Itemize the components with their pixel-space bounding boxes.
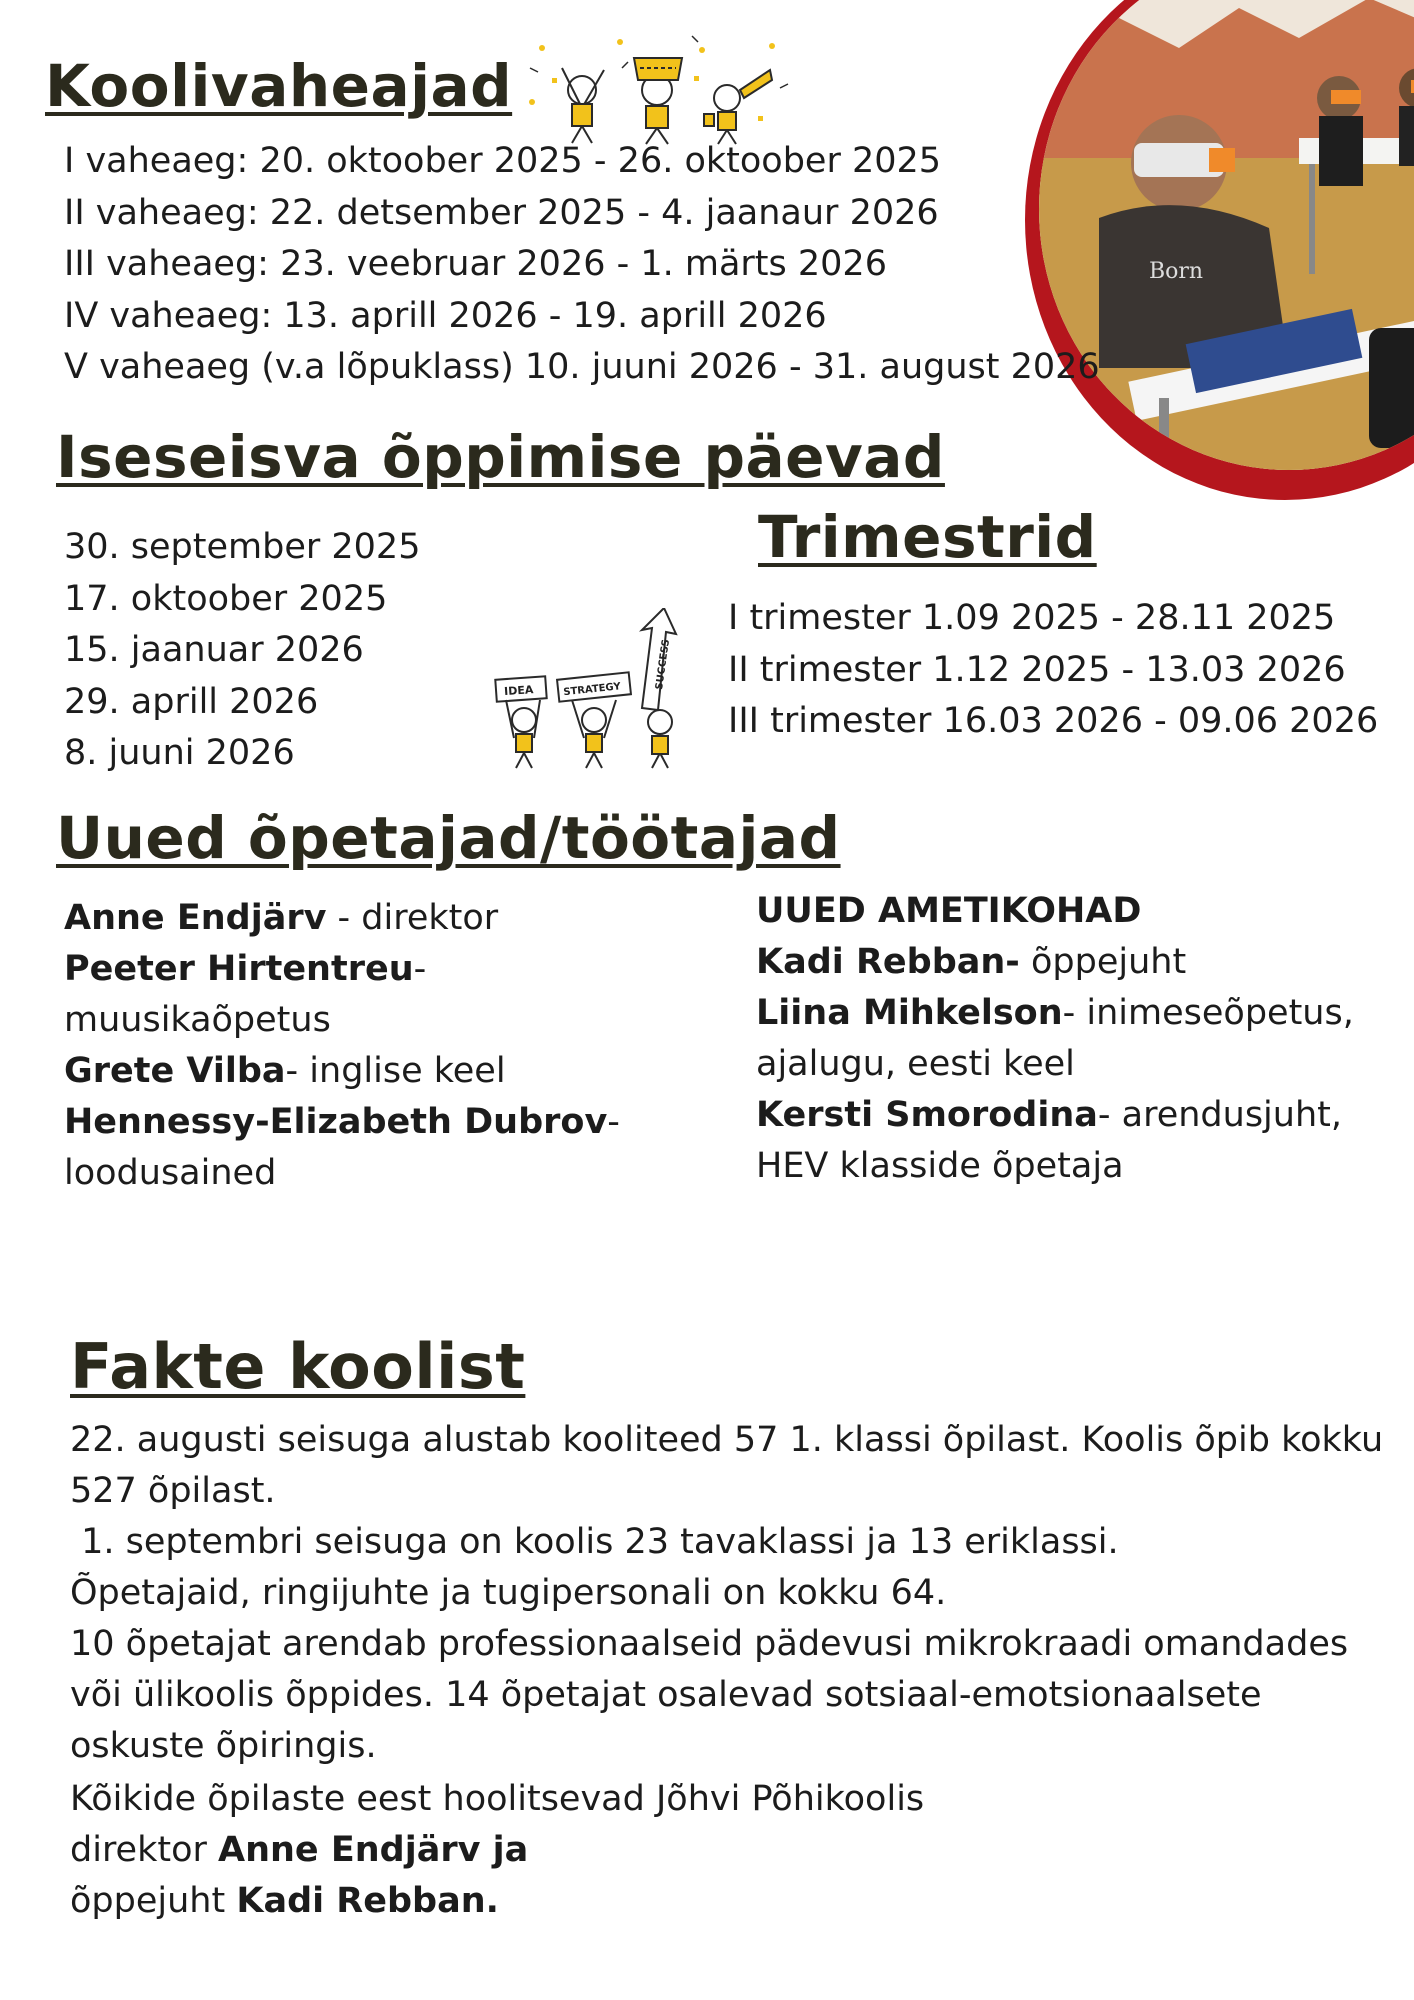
fact-paragraph: Kõikide õpilaste eest hoolitsevad Jõhvi Põhikoolis	[70, 1779, 925, 1819]
idea-strategy-success-doodle	[492, 608, 707, 770]
staff-name: Liina Mihkelson	[756, 993, 1063, 1033]
strategy-sign: STRATEGY	[562, 681, 622, 699]
facts-body	[70, 1415, 1390, 1927]
staff-entry	[756, 1090, 1356, 1192]
svg-text:Born: Born	[1149, 259, 1204, 284]
staff-role: - inglise keel	[285, 1051, 506, 1091]
staff-name: Peeter Hirtentreu	[64, 949, 414, 989]
idea-sign: IDEA	[503, 683, 534, 699]
trimester-line: II trimester 1.12 2025 - 13.03 2026	[728, 649, 1346, 690]
holidays-list	[64, 136, 1100, 394]
study-date: 17. oktoober 2025	[64, 578, 388, 619]
trimesters-list	[728, 593, 1378, 748]
new-teachers-list	[64, 893, 704, 1199]
success-sign: SUCCESS	[654, 638, 673, 691]
study-date: 8. juuni 2026	[64, 733, 295, 773]
staff-role: - loodusained	[64, 1102, 620, 1193]
staff-name: Kadi Rebban-	[756, 942, 1020, 982]
trimesters-title: Trimestrid	[758, 503, 1097, 571]
staff-role: - muusikaõpetus	[64, 949, 427, 1040]
holiday-line: IV vaheaeg: 13. aprill 2026 - 19. aprill 2026	[64, 295, 827, 336]
independent-study-title: Iseseisva õppimise päevad	[56, 423, 945, 491]
staff-entry	[64, 944, 704, 1046]
holiday-line: I vaheaeg: 20. oktoober 2025 - 26. oktoober 2025	[64, 141, 942, 181]
facts-title: Fakte koolist	[70, 1330, 526, 1403]
fact-paragraph: 10 õpetajat arendab professionaalseid pädevusi mikrokraadi omandades või ülikoolis õppides. 14 õpetajat osalevad sotsiaal-emotsionaalsete oskuste õpiringis.	[70, 1624, 1349, 1766]
study-date: 30. september 2025	[64, 527, 421, 567]
staff-name: Grete Vilba	[64, 1051, 286, 1091]
new-positions-list	[756, 886, 1356, 1192]
study-date: 15. jaanuar 2026	[64, 630, 364, 670]
staff-entry	[756, 988, 1356, 1090]
fact-paragraph	[70, 1825, 1390, 1876]
trimester-line: III trimester 16.03 2026 - 09.06 2026	[728, 701, 1379, 741]
holiday-line: III vaheaeg: 23. veebruar 2026 - 1. märts 2026	[64, 244, 887, 284]
holiday-line: V vaheaeg (v.a lõpuklass) 10. juuni 2026 - 31. august 2026	[64, 347, 1100, 387]
trimester-line: I trimester 1.09 2025 - 28.11 2025	[728, 598, 1336, 638]
study-date: 29. aprill 2026	[64, 681, 319, 722]
holidays-title: Koolivaheajad	[45, 52, 513, 120]
fact-paragraph: Õpetajaid, ringijuhte ja tugipersonali on kokku 64.	[70, 1573, 947, 1613]
independent-study-dates	[64, 522, 420, 780]
celebrating-people-doodle	[522, 28, 792, 146]
head-teacher-name: Kadi Rebban.	[236, 1881, 499, 1921]
staff-entry	[756, 937, 1356, 988]
fact-paragraph	[70, 1876, 1390, 1927]
staff-role: õppejuht	[1019, 942, 1187, 982]
fact-text: õppejuht	[70, 1881, 237, 1921]
holiday-line: II vaheaeg: 22. detsember 2025 - 4. jaanaur 2026	[64, 192, 939, 233]
staff-name: Anne Endjärv	[64, 898, 327, 938]
fact-paragraph: 1. septembri seisuga on koolis 23 tavaklassi ja 13 eriklassi.	[70, 1522, 1119, 1562]
fact-paragraph: 22. augusti seisuga alustab kooliteed 57 1. klassi õpilast. Koolis õpib kokku 527 õpilast.	[70, 1420, 1384, 1511]
director-name: Anne Endjärv ja	[218, 1830, 529, 1870]
staff-entry	[64, 1046, 704, 1097]
staff-role: - inimeseõpetus, ajalugu, eesti keel	[756, 993, 1354, 1084]
staff-role: - arendusjuht, HEV klasside õpetaja	[756, 1095, 1342, 1186]
new-positions-header: UUED AMETIKOHAD	[756, 891, 1142, 931]
staff-name: Kersti Smorodina	[756, 1095, 1098, 1135]
fact-text: direktor	[70, 1830, 219, 1870]
staff-name: Hennessy-Elizabeth Dubrov	[64, 1102, 608, 1142]
new-staff-title: Uued õpetajad/töötajad	[56, 804, 841, 872]
staff-entry	[64, 1097, 624, 1199]
staff-entry	[64, 893, 704, 944]
staff-role: - direktor	[326, 898, 499, 938]
